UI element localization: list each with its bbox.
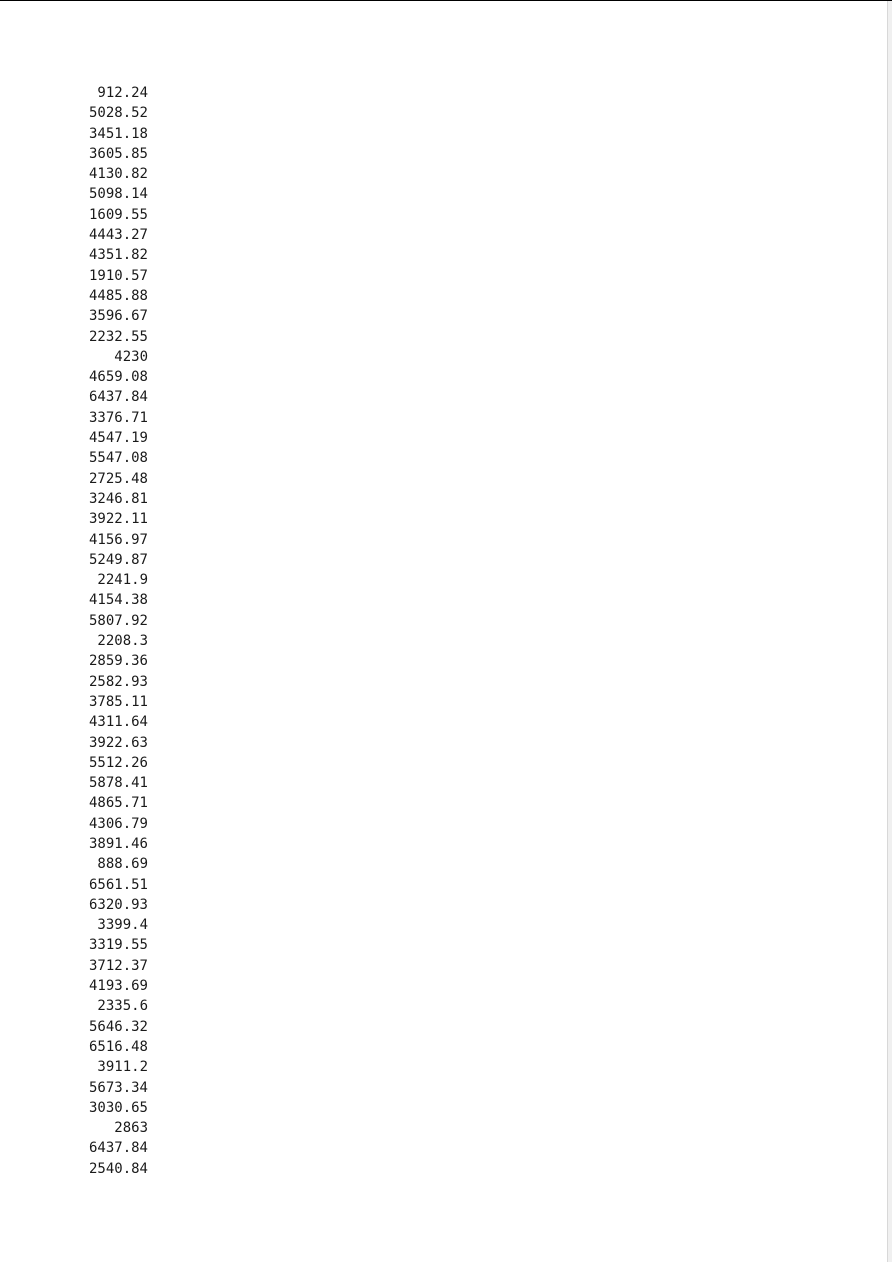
value-cell: 5878.41 xyxy=(88,775,148,792)
value-cell: 5547.08 xyxy=(88,450,148,467)
value-cell: 4130.82 xyxy=(88,166,148,183)
value-cell: 4443.27 xyxy=(88,227,148,244)
page-top-border xyxy=(0,0,892,1)
value-cell: 2241.9 xyxy=(97,572,148,589)
value-cell: 4311.64 xyxy=(88,714,148,731)
value-cell: 4547.19 xyxy=(88,430,148,447)
value-cell: 4193.69 xyxy=(88,978,148,995)
value-cell: 3376.71 xyxy=(88,409,148,426)
value-cell: 3319.55 xyxy=(88,937,148,954)
value-cell: 2859.36 xyxy=(88,653,148,670)
value-cell: 3785.11 xyxy=(88,693,148,710)
value-cell: 5028.52 xyxy=(88,105,148,122)
value-cell: 4351.82 xyxy=(88,247,148,264)
value-cell: 6437.84 xyxy=(88,1140,148,1157)
value-cell: 3246.81 xyxy=(88,490,148,507)
value-cell: 6437.84 xyxy=(88,389,148,406)
value-cell: 5098.14 xyxy=(88,186,148,203)
value-cell: 4230 xyxy=(114,348,148,365)
value-cell: 3922.63 xyxy=(88,734,148,751)
value-cell: 2208.3 xyxy=(97,633,148,650)
value-cell: 3891.46 xyxy=(88,835,148,852)
value-cell: 4306.79 xyxy=(88,815,148,832)
value-column xyxy=(60,83,148,1179)
value-cell: 6320.93 xyxy=(88,896,148,913)
value-cell: 3399.4 xyxy=(97,917,148,934)
value-cell: 4865.71 xyxy=(88,795,148,812)
value-cell: 2863 xyxy=(114,1120,148,1137)
value-cell: 2335.6 xyxy=(97,998,148,1015)
value-cell: 3922.11 xyxy=(88,511,148,528)
value-cell: 3712.37 xyxy=(88,957,148,974)
value-cell: 2540.84 xyxy=(88,1160,148,1177)
value-cell: 3030.65 xyxy=(88,1099,148,1116)
value-cell: 5646.32 xyxy=(88,1018,148,1035)
value-cell: 912.24 xyxy=(97,85,148,101)
value-cell: 1910.57 xyxy=(88,267,148,284)
value-cell: 3911.2 xyxy=(97,1059,148,1076)
value-cell: 5673.34 xyxy=(88,1079,148,1096)
value-cell: 4485.88 xyxy=(88,287,148,304)
value-cell: 2232.55 xyxy=(88,328,148,345)
value-cell: 1609.55 xyxy=(88,206,148,223)
value-cell: 5807.92 xyxy=(88,612,148,629)
value-cell: 6516.48 xyxy=(88,1038,148,1055)
value-cell: 888.69 xyxy=(97,856,148,873)
value-cell: 5512.26 xyxy=(88,754,148,771)
page-right-edge xyxy=(887,1,892,1262)
value-cell: 5249.87 xyxy=(88,551,148,568)
value-cell: 2582.93 xyxy=(88,673,148,690)
value-cell: 3596.67 xyxy=(88,308,148,325)
value-cell: 4659.08 xyxy=(88,369,148,386)
value-cell: 3451.18 xyxy=(88,125,148,142)
value-cell: 4156.97 xyxy=(88,531,148,548)
value-cell: 3605.85 xyxy=(88,145,148,162)
value-cell: 4154.38 xyxy=(88,592,148,609)
value-cell: 2725.48 xyxy=(88,470,148,487)
value-cell: 6561.51 xyxy=(88,876,148,893)
